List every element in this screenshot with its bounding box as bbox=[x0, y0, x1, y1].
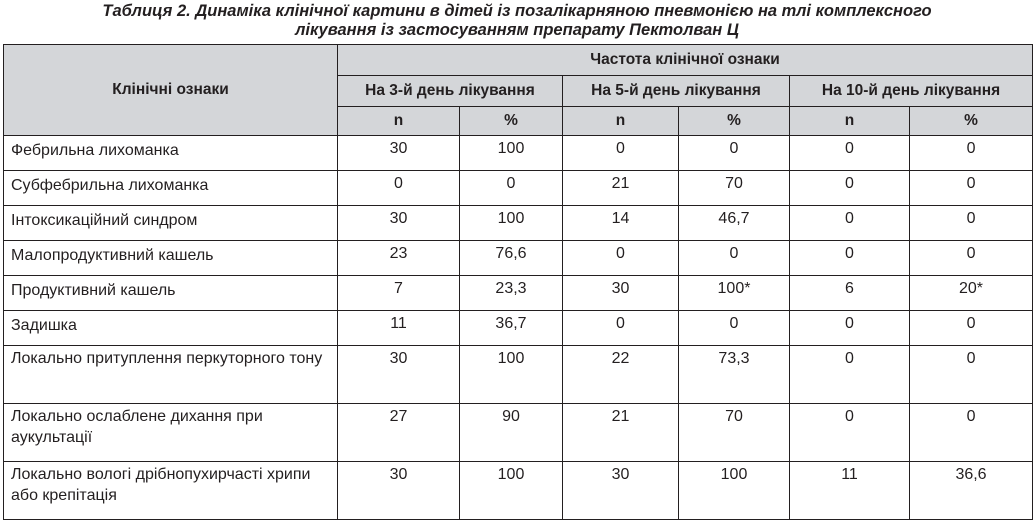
day5-pct-cell: 0 bbox=[679, 311, 790, 346]
day5-n-cell: 0 bbox=[563, 136, 679, 171]
day5-pct-cell: 100 bbox=[679, 462, 790, 520]
row-label: Продуктивний кашель bbox=[4, 276, 338, 311]
day10-n-cell: 0 bbox=[790, 136, 910, 171]
table-row bbox=[4, 136, 1033, 171]
day5-n-cell: 0 bbox=[563, 311, 679, 346]
day5-n-cell: 30 bbox=[563, 276, 679, 311]
header-day-5: На 5-й день лікування bbox=[563, 76, 790, 107]
day3-pct-cell: 100 bbox=[460, 136, 563, 171]
day3-n-cell: 30 bbox=[338, 206, 460, 241]
day5-pct-cell: 70 bbox=[679, 404, 790, 462]
table-row bbox=[4, 276, 1033, 311]
row-label: Малопродуктивний кашель bbox=[4, 241, 338, 276]
day3-pct-cell: 100 bbox=[460, 346, 563, 404]
caption-line-2: лікування із застосуванням препарату Пектолван Ц bbox=[295, 21, 739, 39]
day5-pct-cell: 46,7 bbox=[679, 206, 790, 241]
header-day-10-n: n bbox=[790, 107, 910, 136]
day10-pct-cell: 0 bbox=[910, 206, 1033, 241]
header-day-10-pct: % bbox=[910, 107, 1033, 136]
day10-n-cell: 0 bbox=[790, 346, 910, 404]
day3-pct-cell: 76,6 bbox=[460, 241, 563, 276]
table-header bbox=[4, 45, 1033, 136]
table-row bbox=[4, 404, 1033, 462]
day3-pct-cell: 23,3 bbox=[460, 276, 563, 311]
day3-n-cell: 23 bbox=[338, 241, 460, 276]
table-body bbox=[4, 136, 1033, 520]
day10-n-cell: 0 bbox=[790, 241, 910, 276]
day5-pct-cell: 0 bbox=[679, 136, 790, 171]
header-frequency: Частота клінічної ознаки bbox=[338, 45, 1033, 76]
row-label: Локально ослаблене дихання при аукультації bbox=[4, 404, 338, 462]
table-row bbox=[4, 241, 1033, 276]
day5-pct-cell: 100* bbox=[679, 276, 790, 311]
row-label: Фебрильна лихоманка bbox=[4, 136, 338, 171]
header-day-5-pct: % bbox=[679, 107, 790, 136]
header-day-3-pct: % bbox=[460, 107, 563, 136]
header-day-3: На 3-й день лікування bbox=[338, 76, 563, 107]
day10-n-cell: 0 bbox=[790, 206, 910, 241]
day5-n-cell: 21 bbox=[563, 171, 679, 206]
day5-pct-cell: 70 bbox=[679, 171, 790, 206]
day5-n-cell: 0 bbox=[563, 241, 679, 276]
day10-pct-cell: 0 bbox=[910, 171, 1033, 206]
day3-n-cell: 30 bbox=[338, 136, 460, 171]
day3-pct-cell: 0 bbox=[460, 171, 563, 206]
day5-n-cell: 14 bbox=[563, 206, 679, 241]
caption-line-1: Таблиця 2. Динаміка клінічної картини в дітей із позалікарняною пневмонією на тлі комплексного bbox=[102, 2, 932, 20]
day5-pct-cell: 73,3 bbox=[679, 346, 790, 404]
header-day-5-n: n bbox=[563, 107, 679, 136]
day5-n-cell: 21 bbox=[563, 404, 679, 462]
day3-n-cell: 27 bbox=[338, 404, 460, 462]
table-row bbox=[4, 171, 1033, 206]
day3-pct-cell: 36,7 bbox=[460, 311, 563, 346]
day3-pct-cell: 90 bbox=[460, 404, 563, 462]
day3-n-cell: 30 bbox=[338, 346, 460, 404]
day5-n-cell: 30 bbox=[563, 462, 679, 520]
day10-pct-cell: 0 bbox=[910, 311, 1033, 346]
day3-n-cell: 11 bbox=[338, 311, 460, 346]
row-label: Локально вологі дрібнопухирчасті хрипи або крепітація bbox=[4, 462, 338, 520]
day3-n-cell: 30 bbox=[338, 462, 460, 520]
day10-pct-cell: 0 bbox=[910, 346, 1033, 404]
day3-pct-cell: 100 bbox=[460, 462, 563, 520]
clinical-signs-table bbox=[3, 44, 1033, 520]
header-day-10: На 10-й день лікування bbox=[790, 76, 1033, 107]
row-label: Задишка bbox=[4, 311, 338, 346]
day3-n-cell: 7 bbox=[338, 276, 460, 311]
table-row bbox=[4, 346, 1033, 404]
day5-pct-cell: 0 bbox=[679, 241, 790, 276]
day10-pct-cell: 0 bbox=[910, 136, 1033, 171]
day10-n-cell: 0 bbox=[790, 404, 910, 462]
day10-pct-cell: 0 bbox=[910, 404, 1033, 462]
day10-n-cell: 0 bbox=[790, 171, 910, 206]
day3-n-cell: 0 bbox=[338, 171, 460, 206]
day10-n-cell: 0 bbox=[790, 311, 910, 346]
row-label: Субфебрильна лихоманка bbox=[4, 171, 338, 206]
day10-pct-cell: 20* bbox=[910, 276, 1033, 311]
day3-pct-cell: 100 bbox=[460, 206, 563, 241]
day10-n-cell: 11 bbox=[790, 462, 910, 520]
day10-n-cell: 6 bbox=[790, 276, 910, 311]
table-row bbox=[4, 311, 1033, 346]
row-label: Локально притуплення перкуторного тону bbox=[4, 346, 338, 404]
row-label: Інтоксикаційний синдром bbox=[4, 206, 338, 241]
header-day-3-n: n bbox=[338, 107, 460, 136]
table-row bbox=[4, 462, 1033, 520]
day10-pct-cell: 36,6 bbox=[910, 462, 1033, 520]
day5-n-cell: 22 bbox=[563, 346, 679, 404]
table-row bbox=[4, 206, 1033, 241]
day10-pct-cell: 0 bbox=[910, 241, 1033, 276]
header-clinical-signs: Клінічні ознаки bbox=[4, 45, 338, 136]
table-caption bbox=[0, 0, 1034, 44]
